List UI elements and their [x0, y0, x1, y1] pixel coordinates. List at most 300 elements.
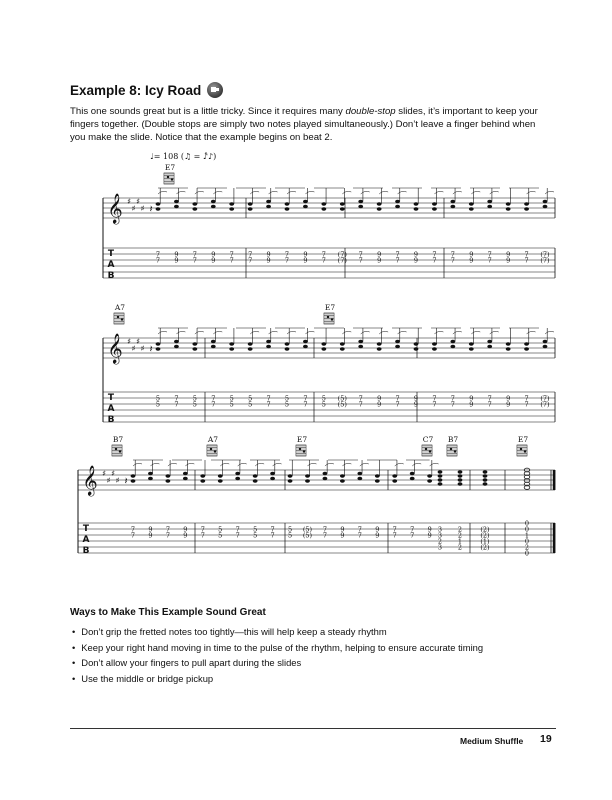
- notehead: [458, 482, 463, 485]
- notehead: [211, 200, 216, 203]
- tab-number: 7: [395, 256, 400, 265]
- tab-number: 9: [174, 256, 179, 265]
- tab-number: 7: [211, 394, 216, 403]
- notehead: [303, 345, 308, 348]
- slur: [325, 463, 334, 466]
- sharp-sign: ♯: [106, 476, 111, 485]
- slur: [471, 191, 480, 194]
- chord-diagram-dot: [119, 450, 121, 452]
- tab-number: 7: [155, 250, 161, 259]
- ways-item: • Keep your right hand moving in time to the pulse of the rhythm, helping to ensure accurate timing: [72, 640, 483, 656]
- tab-number: 7: [174, 400, 179, 409]
- slur: [342, 463, 351, 466]
- tab-number: 7: [524, 250, 529, 259]
- page-number: 19: [540, 733, 552, 745]
- tab-number: 5: [192, 394, 197, 403]
- tab-number: 7: [410, 531, 415, 540]
- tab-number: 9: [211, 256, 216, 265]
- slur: [213, 331, 222, 334]
- slur: [168, 463, 177, 466]
- tab-number: 7: [392, 531, 397, 540]
- tab-number: 7: [229, 250, 234, 259]
- notehead: [235, 472, 240, 475]
- slur: [379, 331, 388, 334]
- notehead: [414, 342, 419, 345]
- tab-number: 5: [253, 525, 258, 534]
- tab-number: 7: [358, 250, 363, 259]
- slur: [250, 191, 259, 194]
- notehead: [211, 345, 216, 348]
- example-title-text: Example 8: Icy Road: [70, 82, 202, 98]
- tab-number: (7): [540, 250, 550, 259]
- notehead: [450, 200, 455, 203]
- notehead: [438, 478, 443, 481]
- tab-number: 5: [155, 394, 161, 403]
- notehead: [340, 202, 345, 205]
- slur: [412, 463, 421, 466]
- tab-number: 7: [165, 531, 170, 540]
- notehead: [200, 474, 205, 477]
- notehead: [321, 207, 326, 210]
- tab-number: 3: [437, 525, 443, 534]
- tab-letter: A: [82, 535, 90, 545]
- notehead: [438, 482, 443, 485]
- notehead: [285, 202, 290, 205]
- tab-number: 7: [322, 531, 328, 540]
- tab-number: 5: [218, 531, 223, 540]
- notehead: [506, 207, 511, 210]
- tab-number: 2: [457, 525, 463, 534]
- chord-name: E7: [296, 435, 308, 444]
- sharp-sign: ♯: [131, 344, 136, 353]
- notehead: [156, 202, 161, 205]
- tab-number: 7: [266, 394, 271, 403]
- notehead: [266, 345, 271, 348]
- tab-number: 7: [284, 250, 290, 259]
- sharp-sign: ♯: [111, 469, 115, 478]
- notehead: [458, 474, 463, 477]
- notehead: [377, 347, 382, 350]
- tab-number: 7: [303, 394, 308, 403]
- slur: [307, 463, 316, 466]
- tab-number: 3: [437, 531, 443, 540]
- slur: [490, 331, 499, 334]
- notehead: [321, 347, 326, 350]
- quarter-rest: 𝄽: [149, 344, 153, 355]
- tab-number: 7: [321, 256, 326, 265]
- notehead: [357, 477, 362, 480]
- tab-number: 2: [457, 543, 463, 552]
- notehead: [432, 207, 437, 210]
- notehead: [285, 207, 290, 210]
- notehead: [524, 202, 529, 205]
- notehead: [450, 340, 455, 343]
- tab-number: 9: [266, 256, 271, 265]
- chord-diagram-dot: [450, 448, 452, 450]
- notehead: [235, 477, 240, 480]
- notehead: [483, 470, 488, 473]
- tab-number: 9: [377, 250, 382, 259]
- tab-number: 0: [524, 519, 530, 528]
- notehead: [253, 479, 258, 482]
- notehead: [174, 200, 179, 203]
- slur: [269, 331, 278, 334]
- notehead: [487, 340, 492, 343]
- ways-item: • Don’t grip the fretted notes too tightly—this will help keep a steady rhythm: [72, 624, 483, 640]
- treble-clef: 𝄞: [107, 334, 123, 364]
- notehead: [487, 205, 492, 208]
- slur: [527, 331, 536, 334]
- tab-number: 7: [235, 525, 240, 534]
- tab-number: 7: [200, 525, 205, 534]
- notehead: [270, 472, 275, 475]
- slur: [213, 191, 222, 194]
- tab-number: 7: [524, 256, 529, 265]
- slur: [379, 191, 388, 194]
- tab-number: 7: [432, 256, 437, 265]
- tab-number: (7): [337, 256, 347, 265]
- notehead: [165, 474, 170, 477]
- tab-number: 7: [192, 256, 197, 265]
- slur: [361, 331, 370, 334]
- tab-number: 7: [487, 256, 492, 265]
- notehead: [288, 474, 293, 477]
- chord-diagram-dot: [210, 448, 212, 450]
- tab-number: (7): [337, 250, 347, 259]
- tab-number: 0: [524, 549, 530, 558]
- notehead: [253, 474, 258, 477]
- chord-diagram-dot: [331, 318, 333, 320]
- slur: [398, 331, 407, 334]
- chord-diagram-dot: [425, 448, 427, 450]
- notehead: [414, 202, 419, 205]
- tab-number: 7: [524, 400, 529, 409]
- tab-number: 7: [322, 525, 328, 534]
- notehead: [183, 472, 188, 475]
- sharp-sign: ♯: [140, 344, 145, 353]
- tab-number: 9: [148, 531, 153, 540]
- tab-number: 7: [303, 400, 308, 409]
- footer-divider: [70, 728, 556, 729]
- notehead: [340, 479, 345, 482]
- notehead: [323, 472, 328, 475]
- slur: [490, 191, 499, 194]
- slur: [273, 463, 282, 466]
- tab-number: 5: [321, 400, 326, 409]
- chord-name: E7: [324, 303, 336, 312]
- tab-number: 5: [229, 394, 234, 403]
- notehead: [432, 202, 437, 205]
- tab-number: 7: [450, 256, 455, 265]
- notehead: [432, 347, 437, 350]
- notehead: [165, 479, 170, 482]
- slur: [133, 463, 142, 466]
- tab-number: 7: [432, 400, 437, 409]
- notehead: [358, 200, 363, 203]
- slur: [453, 331, 462, 334]
- tab-number: 7: [450, 400, 455, 409]
- tab-number: 7: [270, 525, 275, 534]
- chord-name: E7: [517, 435, 529, 444]
- notehead: [183, 477, 188, 480]
- tab-number: 7: [432, 394, 437, 403]
- tab-number: 9: [469, 256, 474, 265]
- tab-number: 7: [487, 394, 492, 403]
- tab-number: 7: [395, 400, 400, 409]
- slur: [269, 191, 278, 194]
- slur: [158, 331, 167, 334]
- slur: [287, 331, 296, 334]
- tab-number: 2: [437, 537, 443, 546]
- slur: [305, 331, 314, 334]
- tab-number: 7: [284, 256, 290, 265]
- chord-diagram-dot: [167, 176, 169, 178]
- sharp-sign: ♯: [102, 469, 106, 478]
- notehead: [450, 205, 455, 208]
- notehead: [410, 472, 415, 475]
- tab-number: (2): [480, 543, 490, 552]
- slur: [545, 191, 554, 194]
- notehead: [303, 340, 308, 343]
- notehead: [395, 200, 400, 203]
- notehead: [438, 470, 443, 473]
- tab-number: 5: [248, 394, 253, 403]
- tab-number: 9: [469, 400, 474, 409]
- tab-number: 7: [229, 256, 234, 265]
- notehead: [131, 479, 136, 482]
- quarter-rest: 𝄽: [124, 476, 128, 487]
- tab-number: (7): [540, 394, 550, 403]
- notehead: [303, 200, 308, 203]
- notehead: [395, 345, 400, 348]
- tab-number: 7: [270, 531, 275, 540]
- notehead: [131, 474, 136, 477]
- slur: [195, 191, 204, 194]
- tab-number: 7: [200, 531, 205, 540]
- notehead: [266, 205, 271, 208]
- notehead: [483, 474, 488, 477]
- tab-number: 7: [487, 250, 492, 259]
- tab-number: 7: [266, 400, 271, 409]
- tempo-marking: ♩= 108 (♫ = ♪̑♪): [150, 152, 217, 161]
- tab-number: 9: [413, 250, 419, 259]
- tab-number: 9: [148, 525, 153, 534]
- notehead: [174, 205, 179, 208]
- notehead: [192, 347, 197, 350]
- tab-letter: B: [107, 415, 115, 425]
- tab-number: 5: [253, 531, 258, 540]
- tab-number: (2): [480, 531, 490, 540]
- tab-number: (5): [302, 525, 313, 534]
- notehead: [174, 345, 179, 348]
- notehead: [375, 479, 380, 482]
- tab-number: 9: [469, 394, 474, 403]
- notehead: [427, 479, 432, 482]
- notehead: [229, 202, 234, 205]
- tab-number: 9: [377, 400, 382, 409]
- tab-number: 7: [321, 250, 326, 259]
- tab-number: 5: [155, 400, 161, 409]
- notehead: [174, 340, 179, 343]
- slur: [395, 463, 404, 466]
- notehead: [266, 340, 271, 343]
- slur: [434, 191, 443, 194]
- slur: [255, 463, 264, 466]
- tab-number: 9: [211, 250, 216, 259]
- chord-name: B7: [112, 435, 124, 444]
- chord-diagram-dot: [303, 450, 305, 452]
- tab-number: 7: [248, 250, 253, 259]
- tab-number: (2): [480, 525, 490, 534]
- tab-number: 5: [229, 400, 234, 409]
- chord-name: E7: [164, 163, 176, 172]
- tab-number: (5): [337, 394, 347, 403]
- notehead: [483, 482, 488, 485]
- notehead: [192, 202, 197, 205]
- tab-number: 9: [340, 525, 345, 534]
- tab-number: 9: [340, 531, 345, 540]
- tab-number: 9: [183, 531, 188, 540]
- slur: [158, 191, 167, 194]
- tab-letter: T: [107, 393, 115, 403]
- chord-diagram-dot: [121, 318, 123, 320]
- sharp-sign: ♯: [115, 476, 120, 485]
- tab-number: 7: [174, 394, 179, 403]
- slur: [545, 331, 554, 334]
- notehead: [392, 479, 397, 482]
- tab-number: 7: [524, 394, 529, 403]
- notehead: [524, 342, 529, 345]
- tab-number: 9: [377, 256, 382, 265]
- slur: [185, 463, 194, 466]
- notehead: [270, 477, 275, 480]
- sharp-sign: ♯: [136, 197, 140, 206]
- sharp-sign: ♯: [140, 204, 145, 213]
- slur: [434, 331, 443, 334]
- slur: [342, 331, 351, 334]
- chord-diagram-dot: [299, 448, 301, 450]
- tab-number: 1: [457, 537, 463, 546]
- tab-number: 7: [130, 531, 136, 540]
- tab-number: 9: [413, 394, 419, 403]
- tab-number: 9: [303, 256, 308, 265]
- slur: [361, 191, 370, 194]
- notehead: [148, 472, 153, 475]
- tab-number: 7: [248, 256, 253, 265]
- tab-letter: T: [107, 249, 115, 259]
- notehead: [358, 205, 363, 208]
- tab-number: 9: [303, 250, 308, 259]
- tab-number: (5): [337, 400, 347, 409]
- tab-number: 7: [358, 256, 363, 265]
- slur: [195, 331, 204, 334]
- notehead: [524, 207, 529, 210]
- slur: [305, 191, 314, 194]
- tab-number: 9: [375, 531, 380, 540]
- tab-number: 2: [457, 531, 463, 540]
- tab-number: 7: [395, 250, 400, 259]
- slur: [360, 463, 369, 466]
- tab-number: 7: [450, 394, 455, 403]
- chord-diagram-dot: [117, 316, 119, 318]
- notehead: [248, 342, 253, 345]
- tab-number: (1): [480, 537, 490, 546]
- ways-heading: Ways to Make This Example Sound Great: [70, 607, 266, 618]
- tab-number: 7: [395, 394, 400, 403]
- tab-number: 7: [357, 525, 362, 534]
- intro-italic: double-stop: [345, 106, 396, 117]
- notehead: [414, 207, 419, 210]
- chord-diagram-dot: [524, 450, 526, 452]
- notehead: [156, 342, 161, 345]
- tab-number: 5: [284, 400, 290, 409]
- notehead: [340, 474, 345, 477]
- chord-diagram-dot: [454, 450, 456, 452]
- tab-number: 5: [287, 525, 293, 534]
- tab-number: (7): [540, 256, 550, 265]
- notehead: [506, 202, 511, 205]
- notehead: [543, 340, 548, 343]
- chord-name: C7: [422, 435, 434, 444]
- tab-number: 1: [524, 531, 530, 540]
- slur: [176, 331, 185, 334]
- sharp-sign: ♯: [131, 204, 136, 213]
- notehead: [192, 207, 197, 210]
- notehead: [458, 478, 463, 481]
- slur: [453, 191, 462, 194]
- notehead: [506, 347, 511, 350]
- treble-clef: 𝄞: [107, 194, 123, 224]
- notehead: [469, 347, 474, 350]
- notehead: [285, 342, 290, 345]
- slur: [471, 331, 480, 334]
- notehead: [432, 342, 437, 345]
- notehead: [321, 202, 326, 205]
- notehead: [148, 477, 153, 480]
- tab-number: 5: [218, 525, 223, 534]
- notehead: [288, 479, 293, 482]
- tab-number: 5: [321, 394, 326, 403]
- tab-letter: B: [107, 271, 115, 281]
- tab-number: 5: [284, 394, 290, 403]
- notehead: [377, 207, 382, 210]
- chord-name: B7: [447, 435, 459, 444]
- slur: [430, 463, 439, 466]
- notehead: [358, 345, 363, 348]
- tab-number: 7: [450, 250, 455, 259]
- chord-diagram-dot: [171, 178, 173, 180]
- notehead: [483, 478, 488, 481]
- notehead: [375, 474, 380, 477]
- notehead: [395, 205, 400, 208]
- notehead: [469, 202, 474, 205]
- notehead: [156, 347, 161, 350]
- tab-number: 5: [192, 400, 197, 409]
- notehead: [266, 200, 271, 203]
- chord-diagram-dot: [429, 450, 431, 452]
- slur: [398, 191, 407, 194]
- tab-number: 7: [192, 250, 197, 259]
- notehead: [438, 474, 443, 477]
- tab-number: 7: [165, 525, 170, 534]
- sharp-sign: ♯: [136, 337, 140, 346]
- notehead: [427, 474, 432, 477]
- notehead: [377, 342, 382, 345]
- tab-letter: A: [107, 260, 115, 270]
- slur: [150, 463, 159, 466]
- tab-number: 9: [427, 525, 432, 534]
- notehead: [218, 474, 223, 477]
